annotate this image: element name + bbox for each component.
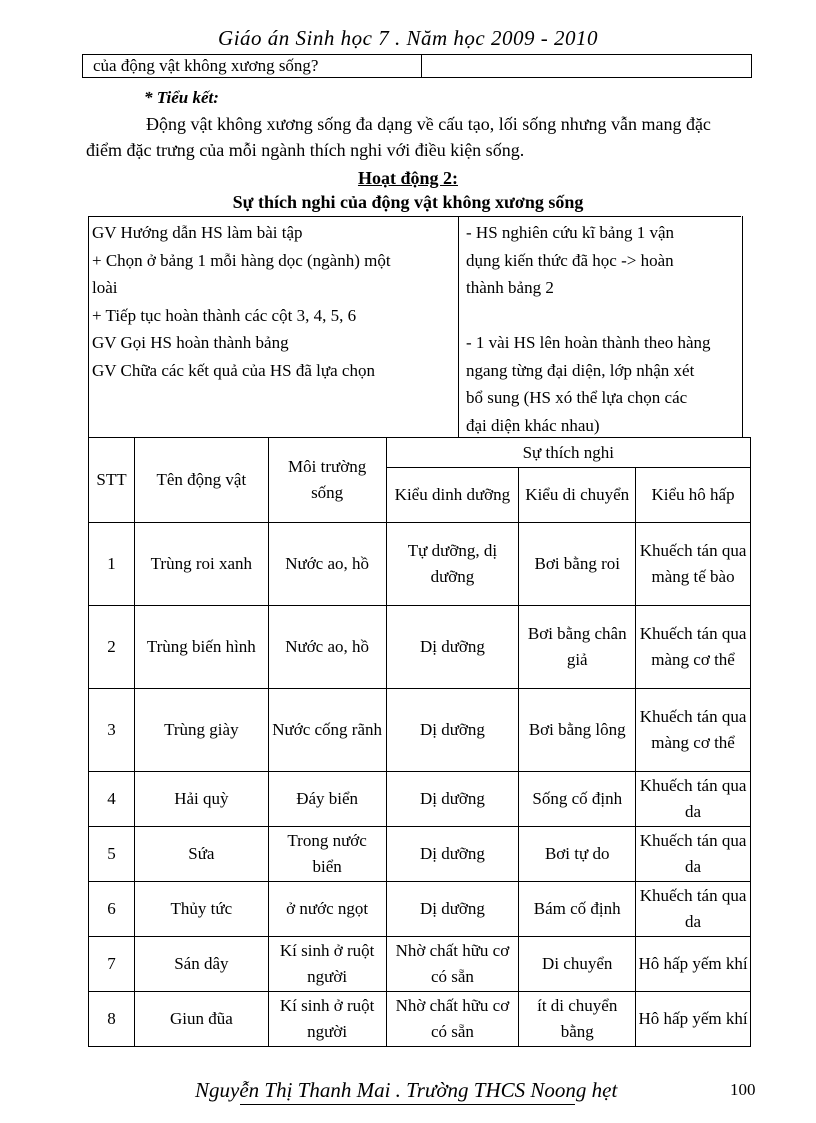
student-line: ngang từng đại diện, lớp nhận xét bbox=[466, 360, 695, 380]
teacher-line: + Chọn ở bảng 1 mỗi hàng dọc (ngành) một bbox=[92, 250, 391, 270]
header-name: Tên động vật bbox=[134, 438, 268, 523]
header-breathing: Kiểu hô hấp bbox=[636, 468, 751, 523]
cell-breathing: Khuếch tán qua màng cơ thể bbox=[636, 606, 751, 689]
cell-stt: 3 bbox=[89, 689, 135, 772]
table-row bbox=[89, 827, 751, 882]
header-adaptation: Sự thích nghi bbox=[386, 438, 750, 468]
cell-movement: Bơi tự do bbox=[519, 827, 636, 882]
cell-nutrition: Dị dưỡng bbox=[386, 827, 519, 882]
page-number: 100 bbox=[730, 1080, 756, 1099]
cell-breathing: Khuếch tán qua da bbox=[636, 827, 751, 882]
cell-name: Trùng giày bbox=[134, 689, 268, 772]
cell-environment: Đáy biển bbox=[268, 772, 386, 827]
table-row bbox=[89, 992, 751, 1047]
cell-movement: Bơi bằng roi bbox=[519, 523, 636, 606]
cell-movement: Bơi bằng chân giả bbox=[519, 606, 636, 689]
summary-label: * Tiểu kết: bbox=[144, 88, 219, 107]
cell-breathing: Hô hấp yếm khí bbox=[636, 992, 751, 1047]
cell-breathing: Khuếch tán qua màng tế bào bbox=[636, 523, 751, 606]
cell-breathing: Hô hấp yếm khí bbox=[636, 937, 751, 992]
cell-breathing: Khuếch tán qua màng cơ thể bbox=[636, 689, 751, 772]
table-row bbox=[89, 606, 751, 689]
cell-movement: Bám cố định bbox=[519, 882, 636, 937]
cell-breathing: Khuếch tán qua da bbox=[636, 772, 751, 827]
cell-name: Giun đũa bbox=[134, 992, 268, 1047]
adaptation-table bbox=[88, 437, 751, 1047]
cell-stt: 7 bbox=[89, 937, 135, 992]
student-line: thành bảng 2 bbox=[466, 278, 554, 297]
cell-nutrition: Dị dưỡng bbox=[386, 772, 519, 827]
cell-name: Trùng biến hình bbox=[134, 606, 268, 689]
cell-breathing: Khuếch tán qua da bbox=[636, 882, 751, 937]
student-activities bbox=[466, 219, 738, 439]
cell-environment: ở nước ngọt bbox=[268, 882, 386, 937]
cell-stt: 8 bbox=[89, 992, 135, 1047]
header-stt: STT bbox=[89, 438, 135, 523]
cell-environment: Nước cống rãnh bbox=[268, 689, 386, 772]
activity-title: Hoạt động 2: bbox=[357, 168, 458, 188]
cell-name: Trùng roi xanh bbox=[134, 523, 268, 606]
student-line: - HS nghiên cứu kĩ bảng 1 vận bbox=[466, 223, 674, 242]
student-line: - 1 vài HS lên hoàn thành theo hàng bbox=[466, 333, 711, 352]
page-header: Giáo án Sinh học 7 . Năm học 2009 - 2010 bbox=[218, 26, 598, 50]
table-row bbox=[89, 772, 751, 827]
student-line: đại diện khác nhau) bbox=[466, 415, 600, 435]
cell-nutrition: Tự dưỡng, dị dưỡng bbox=[386, 523, 519, 606]
teacher-line: GV Gọi HS hoàn thành bảng bbox=[92, 333, 289, 352]
table-row bbox=[89, 523, 751, 606]
teacher-line: + Tiếp tục hoàn thành các cột 3, 4, 5, 6 bbox=[92, 305, 357, 325]
cell-name: Sán dây bbox=[134, 937, 268, 992]
table-row bbox=[89, 689, 751, 772]
cell-environment: Nước ao, hồ bbox=[268, 523, 386, 606]
previous-table-fragment bbox=[82, 54, 752, 78]
cell-stt: 6 bbox=[89, 882, 135, 937]
summary-paragraph-line1: Động vật không xương sống đa dạng về cấu tạo, lối sống nhưng vẫn mang đặc bbox=[146, 114, 711, 134]
cell-stt: 2 bbox=[89, 606, 135, 689]
summary-paragraph-line2: điểm đặc trưng của mỗi ngành thích nghi với điều kiện sống. bbox=[86, 140, 525, 160]
cell-nutrition: Dị dưỡng bbox=[386, 689, 519, 772]
cell-movement: Bơi bằng lông bbox=[519, 689, 636, 772]
teacher-line: GV Chữa các kết quả của HS đã lựa chọn bbox=[92, 360, 375, 380]
cell-nutrition: Nhờ chất hữu cơ có sẵn bbox=[386, 937, 519, 992]
table-row bbox=[89, 882, 751, 937]
cell-environment: Kí sinh ở ruột người bbox=[268, 937, 386, 992]
teacher-line: GV Hướng dẫn HS làm bài tập bbox=[92, 223, 303, 242]
footer-underline bbox=[240, 1104, 575, 1105]
cell-environment: Trong nước biển bbox=[268, 827, 386, 882]
student-line bbox=[466, 302, 738, 330]
cell-stt: 4 bbox=[89, 772, 135, 827]
student-line: dụng kiến thức đã học -> hoàn bbox=[466, 250, 674, 270]
header-movement: Kiểu di chuyển bbox=[519, 468, 636, 523]
header-nutrition: Kiểu dinh dưỡng bbox=[386, 468, 519, 523]
cell-nutrition: Nhờ chất hữu cơ có sẵn bbox=[386, 992, 519, 1047]
student-line: bổ sung (HS xó thể lựa chọn các bbox=[466, 388, 688, 407]
cell-nutrition: Dị dưỡng bbox=[386, 606, 519, 689]
cell-stt: 5 bbox=[89, 827, 135, 882]
header-environment: Môi trường sống bbox=[268, 438, 386, 523]
cell-name: Sứa bbox=[134, 827, 268, 882]
cell-stt: 1 bbox=[89, 523, 135, 606]
cell-nutrition: Dị dưỡng bbox=[386, 882, 519, 937]
activity-subtitle: Sự thích nghi của động vật không xương sống bbox=[232, 192, 584, 212]
prev-table-cell-left: của động vật không xương sống? bbox=[83, 55, 422, 78]
cell-movement: Di chuyển bbox=[519, 937, 636, 992]
prev-table-cell-right bbox=[422, 55, 752, 78]
cell-environment: Nước ao, hồ bbox=[268, 606, 386, 689]
teacher-activities bbox=[92, 219, 452, 384]
table-row bbox=[89, 937, 751, 992]
cell-name: Thủy tức bbox=[134, 882, 268, 937]
cell-name: Hải quỳ bbox=[134, 772, 268, 827]
cell-environment: Kí sinh ở ruột người bbox=[268, 992, 386, 1047]
teacher-line: loài bbox=[92, 278, 118, 297]
page-footer-author: Nguyễn Thị Thanh Mai . Trường THCS Noong hẹt bbox=[195, 1078, 618, 1102]
cell-movement: Sống cố định bbox=[519, 772, 636, 827]
cell-movement: ít di chuyển bằng bbox=[519, 992, 636, 1047]
